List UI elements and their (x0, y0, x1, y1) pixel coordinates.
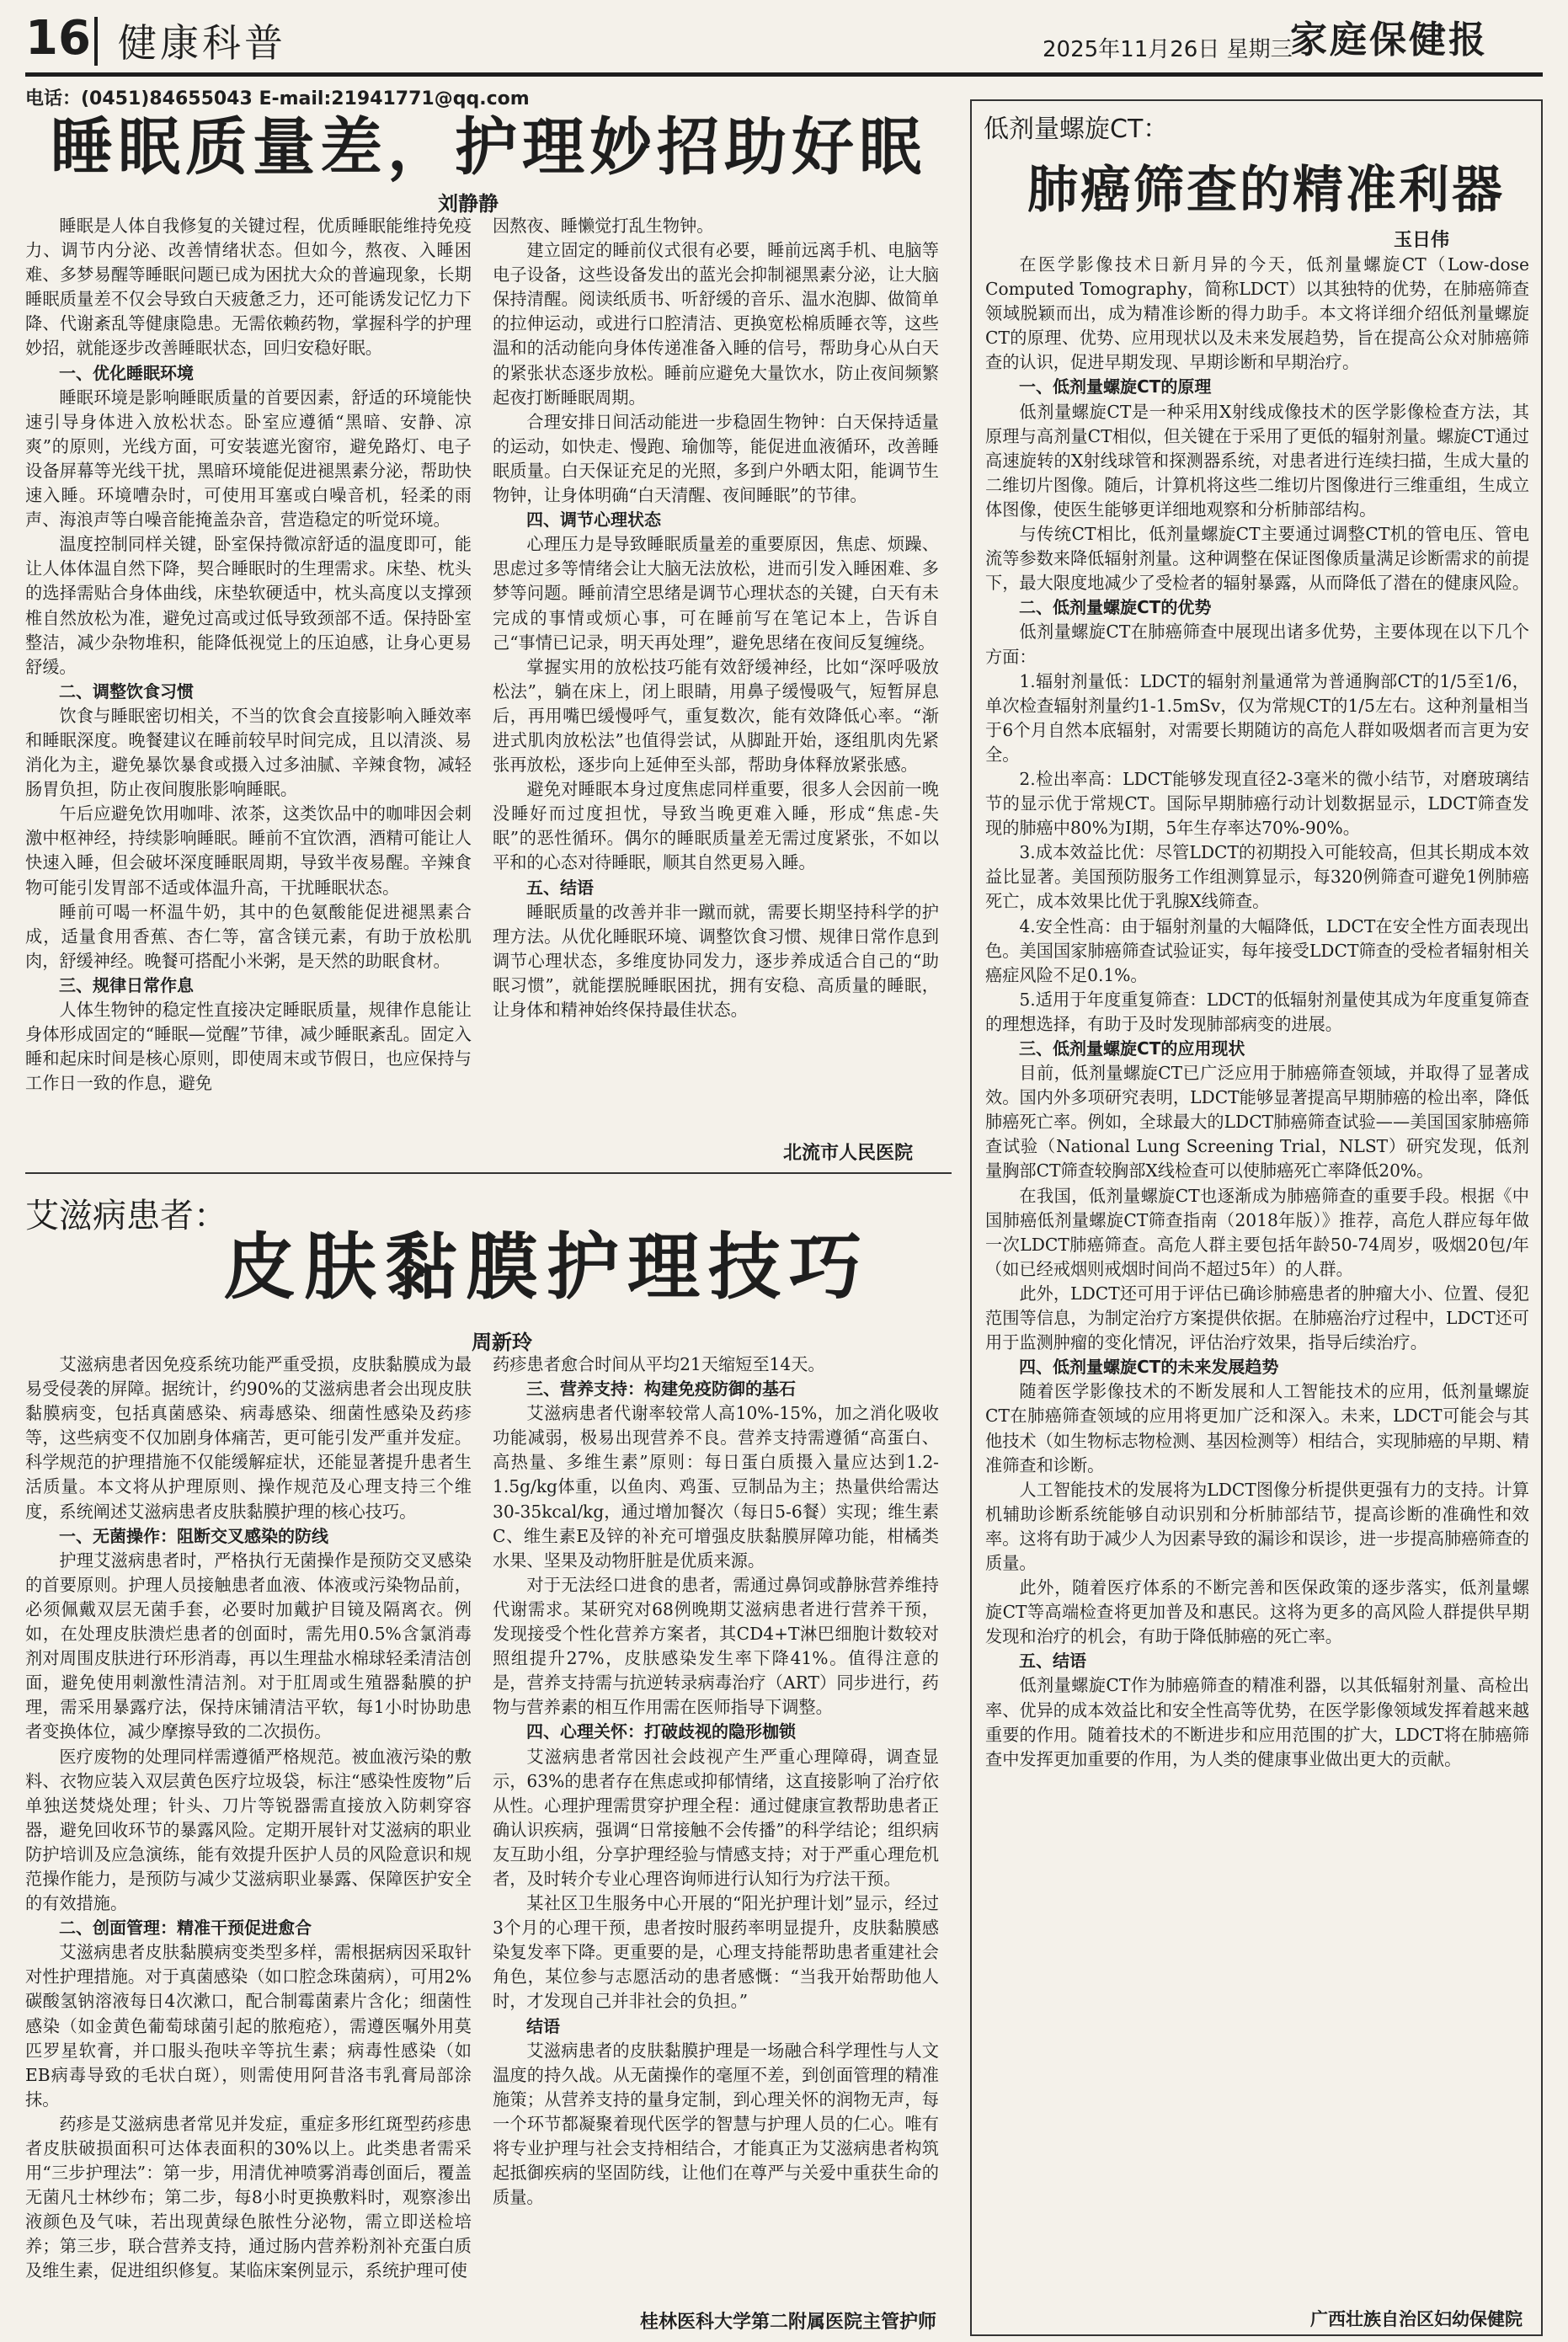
article3-kicker: 低剂量螺旋CT： (984, 115, 1169, 144)
article-separator (25, 1172, 952, 1174)
body-paragraph: 此外，随着医疗体系的不断完善和医保政策的逐步落实，低剂量螺旋CT等高端检查将更加普及和惠民。这将为更多的高风险人群提供早期发现和治疗的机会，有助于降低肺癌的死亡率。 (985, 1577, 1529, 1647)
article1-column-2 (493, 214, 939, 1103)
body-paragraph: 因熬夜、睡懒觉打乱生物钟。 (493, 216, 714, 236)
body-paragraph: 艾滋病患者的皮肤黏膜护理是一场融合科学理性与人文温度的持久战。从无菌操作的毫厘不差，到创面管理的精准施策；从营养支持的量身定制，到心理关怀的润物无声，每一个环节都凝聚着现代医学的智慧与护理人员的仁心。唯有将专业护理与社会支持相结合，才能真正为艾滋病患者构筑起抵御疾病的坚固防线，让他们在尊严与关爱中重获生命的质量。 (493, 2040, 939, 2208)
body-paragraph: 药疹患者愈合时间从平均21天缩短至14天。 (493, 1354, 825, 1374)
header-divider (94, 17, 98, 66)
article3-column (985, 253, 1529, 2307)
body-paragraph: 某社区卫生服务中心开展的“阳光护理计划”显示，经过3个月的心理干预，患者按时服药率明显提升，皮肤黏膜感染复发率下降。更重要的是，心理支持能帮助患者重建社会角色，某位参与志愿活动的患者感慨：“当我开始帮助他人时，才发现自己并非社会的负担。” (493, 1893, 939, 2012)
body-paragraph: 在我国，低剂量螺旋CT也逐渐成为肺癌筛查的重要手段。根据《中国肺癌低剂量螺旋CT筛查指南（2018年版）》推荐，高危人群应每年做一次LDCT肺癌筛查。高危人群主要包括年龄50-74周岁，吸烟20包/年（如已经戒烟则戒烟时间尚不超过5年）的人群。 (985, 1185, 1529, 1279)
section-heading: 一、无菌操作：阻断交叉感染的防线 (59, 1525, 328, 1546)
section-heading: 四、调节心理状态 (526, 509, 661, 531)
body-paragraph: 人工智能技术的发展将为LDCT图像分析提供更强有力的支持。计算机辅助诊断系统能够自动识别和分析肺部结节，提高诊断的准确性和效率。这将有助于减少人为因素导致的漏诊和误诊，进一步提高肺癌筛查的质量。 (985, 1479, 1529, 1573)
body-paragraph: 合理安排日间活动能进一步稳固生物钟：白天保持适量的运动，如快走、慢跑、瑜伽等，能促进血液循环，改善睡眠质量。白天保证充足的光照，多到户外晒太阳，能调节生物钟，让身体明确“白天清醒、夜间睡眠”的节律。 (493, 411, 939, 506)
section-heading: 五、结语 (526, 877, 594, 898)
body-paragraph: 午后应避免饮用咖啡、浓茶，这类饮品中的咖啡因会刺激中枢神经，持续影响睡眠。睡前不宜饮酒，酒精可能让人快速入睡，但会破坏深度睡眠周期，导致半夜易醒。辛辣食物可能引发胃部不适或体温升高，干扰睡眠状态。 (25, 803, 472, 898)
body-paragraph: 与传统CT相比，低剂量螺旋CT主要通过调整CT机的管电压、管电流等参数来降低辐射剂量。这种调整在保证图像质量满足诊断需求的前提下，最大限度地减少了受检者的辐射暴露，从而降低了潜在的健康风险。 (985, 524, 1529, 594)
body-paragraph: 在医学影像技术日新月异的今天，低剂量螺旋CT（Low-dose Computed Tomography，简称LDCT）以其独特的优势，在肺癌筛查领域脱颖而出，成为精准诊断的得力助手。本文将详细介绍低剂量螺旋CT的原理、优势、应用现状以及未来发展趋势，旨在提高公众对肺癌筛查的认识，促进早期发现、早期诊断和早期治疗。 (985, 254, 1529, 373)
section-heading: 一、优化睡眠环境 (59, 362, 194, 383)
body-paragraph: 低剂量螺旋CT是一种采用X射线成像技术的医学影像检查方法，其原理与高剂量CT相似，但关键在于采用了更低的辐射剂量。螺旋CT通过高速旋转的X射线球管和探测器系统，对患者进行连续扫描，生成大量的二维切片图像。随后，计算机将这些二维切片图像进行三维重组，生成立体图像，使医生能够更详细地观察和分析肺部结构。 (985, 401, 1529, 520)
section-heading: 五、结语 (1019, 1651, 1086, 1672)
body-paragraph: 避免对睡眠本身过度焦虑同样重要，很多人会因前一晚没睡好而过度担忧，导致当晚更难入睡，形成“焦虑-失眠”的恶性循环。偶尔的睡眠质量差无需过度紧张，不如以平和的心态对待睡眠，顺其自然更易入睡。 (493, 779, 939, 873)
body-paragraph: 睡前可喝一杯温牛奶，其中的色氨酸能促进褪黑素合成，适量食用香蕉、杏仁等，富含镁元素，有助于放松肌肉，舒缓神经。晚餐可搭配小米粥，是天然的助眠食材。 (25, 901, 472, 971)
section-heading: 二、低剂量螺旋CT的优势 (1019, 597, 1212, 618)
article2-column-2 (493, 1352, 939, 2304)
newspaper-name: 家庭保健报 (1290, 19, 1488, 61)
body-paragraph: 低剂量螺旋CT在肺癌筛查中展现出诸多优势，主要体现在以下几个方面： (985, 622, 1529, 667)
body-paragraph: 随着医学影像技术的不断发展和人工智能技术的应用，低剂量螺旋CT在肺癌筛查领域的应用将更加广泛和深入。未来，LDCT可能会与其他技术（如生物标志物检测、基因检测等）相结合，实现肺癌的早期、精准筛查和诊断。 (985, 1381, 1529, 1475)
body-paragraph: 此外，LDCT还可用于评估已确诊肺癌患者的肿瘤大小、位置、侵犯范围等信息，为制定治疗方案提供依据。在肺癌治疗过程中，LDCT还可用于监测肿瘤的变化情况，评估治疗效果，指导后续治疗。 (985, 1283, 1529, 1353)
article1-author: 刘静静 (438, 192, 499, 216)
body-paragraph: 4.安全性高：由于辐射剂量的大幅降低，LDCT在安全性方面表现出色。美国国家肺癌筛查试验证实，每年接受LDCT筛查的受检者辐射相关癌症风险不足0.1%。 (985, 915, 1529, 985)
article3-title: 肺癌筛查的精准利器 (1027, 161, 1505, 220)
contact-line: 电话：(0451)84655043 E-mail:21941771@qq.com (25, 88, 530, 109)
body-paragraph: 对于无法经口进食的患者，需通过鼻饲或静脉营养维持代谢需求。某研究对68例晚期艾滋病患者进行营养干预，发现接受个性化营养方案者，其CD4+T淋巴细胞计数较对照组提升27%，皮肤感染发生率下降41%。值得注意的是，营养支持需与抗逆转录病毒治疗（ART）同步进行，药物与营养素的相互作用需在医师指导下调整。 (493, 1574, 939, 1718)
body-paragraph: 睡眠是人体自我修复的关键过程，优质睡眠能维持免疫力、调节内分泌、改善情绪状态。但如今，熬夜、入睡困难、多梦易醒等睡眠问题已成为困扰大众的普遍现象，长期睡眠质量差不仅会导致白天疲惫乏力，还可能诱发记忆力下降、代谢紊乱等健康隐患。无需依赖药物，掌握科学的护理妙招，就能逐步改善睡眠状态，回归安稳好眠。 (25, 216, 472, 359)
body-paragraph: 人体生物钟的稳定性直接决定睡眠质量，规律作息能让身体形成固定的“睡眠—觉醒”节律，减少睡眠紊乱。固定入睡和起床时间是核心原则，即使周末或节假日，也应保持与工作日一致的作息，避免 (25, 1000, 472, 1094)
body-paragraph: 医疗废物的处理同样需遵循严格规范。被血液污染的敷料、衣物应装入双层黄色医疗垃圾袋，标注“感染性废物”后单独送焚烧处理；针头、刀片等锐器需直接放入防刺穿容器，避免回收环节的暴露风险。定期开展针对艾滋病的职业防护培训及应急演练，能有效提升医护人员的风险意识和规范操作能力，是预防与减少艾滋病职业暴露、保障医护安全的有效措施。 (25, 1746, 472, 1914)
body-paragraph: 3.成本效益比优：尽管LDCT的初期投入可能较高，但其长期成本效益比显著。美国预防服务工作组测算显示，每320例筛查可避免1例肺癌死亡，成本效果比优于乳腺X线筛查。 (985, 842, 1529, 912)
section-heading: 结语 (526, 2015, 560, 2036)
body-paragraph: 2.检出率高：LDCT能够发现直径2-3毫米的微小结节，对磨玻璃结节的显示优于常规CT。国际早期肺癌行动计划数据显示，LDCT筛查发现的肺癌中80%为Ⅰ期，5年生存率达70%-90%。 (985, 768, 1529, 839)
body-paragraph: 建立固定的睡前仪式很有必要，睡前远离手机、电脑等电子设备，这些设备发出的蓝光会抑制褪黑素分泌，让大脑保持清醒。阅读纸质书、听舒缓的音乐、温水泡脚、做简单的拉伸运动，或进行口腔清洁、更换宽松棉质睡衣等，这些温和的活动能向身体传递准备入睡的信号，帮助身心从白天的紧张状态逐步放松。睡前应避免大量饮水，防止夜间频繁起夜打断睡眠周期。 (493, 240, 939, 408)
article2-column-1 (25, 1352, 472, 2329)
body-paragraph: 艾滋病患者因免疫系统功能严重受损，皮肤黏膜成为最易受侵袭的屏障。据统计，约90%的艾滋病患者会出现皮肤黏膜病变，包括真菌感染、病毒感染、细菌性感染及药疹等，这些病变不仅加剧身体痛苦，更可能引发严重并发症。科学规范的护理措施不仅能缓解症状，还能显著提升患者生活质量。本文将从护理原则、操作规范及心理支持三个维度，系统阐述艾滋病患者皮肤黏膜护理的核心技巧。 (25, 1354, 472, 1522)
body-paragraph: 1.辐射剂量低：LDCT的辐射剂量通常为普通胸部CT的1/5至1/6，单次检查辐射剂量约1-1.5mSv，仅为常规CT的1/5左右。这种剂量相当于6个月自然本底辐射，对需要长期随访的高危人群如吸烟者而言更为安全。 (985, 670, 1529, 765)
article1-byline: 北流市人民医院 (783, 1143, 914, 1164)
body-paragraph: 温度控制同样关键，卧室保持微凉舒适的温度即可，能让人体体温自然下降，契合睡眠时的生理需求。床垫、枕头的选择需贴合身体曲线，床垫软硬适中，枕头高度以支撑颈椎自然放松为准，避免过高或过低导致颈部不适。保持卧室整洁，减少杂物堆积，能降低视觉上的压迫感，让身心更易舒缓。 (25, 534, 472, 677)
header-rule (25, 72, 1543, 77)
article3-byline: 广西壮族自治区妇幼保健院 (1310, 2309, 1523, 2329)
issue-date: 2025年11月26日 星期三 (1043, 37, 1293, 62)
article1-title: 睡眠质量差，护理妙招助好眠 (51, 111, 926, 184)
body-paragraph: 掌握实用的放松技巧能有效舒缓神经，比如“深呼吸放松法”，躺在床上，闭上眼睛，用鼻子缓慢吸气，短暂屏息后，再用嘴巴缓慢呼气，重复数次，能有效降低心率。“渐进式肌肉放松法”也值得尝试，从脚趾开始，逐组肌肉先紧张再放松，逐步向上延伸至头部，帮助身体释放紧张感。 (493, 656, 939, 776)
body-paragraph: 药疹是艾滋病患者常见并发症，重症多形红斑型药疹患者皮肤破损面积可达体表面积的30%以上。此类患者需采用“三步护理法”：第一步，用清优神喷雾消毒创面后，覆盖无菌凡士林纱布；第二步，每8小时更换敷料时，观察渗出液颜色及气味，若出现黄绿色脓性分泌物，需立即送检培养；第三步，联合营养支持，通过肠内营养粉剂补充蛋白质及维生素，促进组织修复。某临床案例显示，系统护理可使 (25, 2113, 472, 2281)
body-paragraph: 心理压力是导致睡眠质量差的重要原因，焦虑、烦躁、思虑过多等情绪会让大脑无法放松，进而引发入睡困难、多梦等问题。睡前清空思绪是调节心理状态的关键，白天有未完成的事情或烦心事，可在睡前写在笔记本上，告诉自己“事情已记录，明天再处理”，避免思绪在夜间反复缠绕。 (493, 534, 939, 653)
body-paragraph: 目前，低剂量螺旋CT已广泛应用于肺癌筛查领域，并取得了显著成效。国内外多项研究表明，LDCT能够显著提高早期肺癌的检出率，降低肺癌死亡率。例如，全球最大的LDCT肺癌筛查试验——美国国家肺癌筛查试验（National Lung Screening Trial，NLST）研究发现，低剂量胸部CT筛查较胸部X线检查可以使肺癌死亡率降低20%。 (985, 1063, 1529, 1182)
section-heading: 二、创面管理：精准干预促进愈合 (59, 1918, 312, 1939)
body-paragraph: 饮食与睡眠密切相关，不当的饮食会直接影响入睡效率和睡眠深度。晚餐建议在睡前较早时间完成，且以清淡、易消化为主，避免暴饮暴食或摄入过多油腻、辛辣食物，减轻肠胃负担，防止夜间腹胀影响睡眠。 (25, 705, 472, 800)
page-number: 16 (25, 11, 91, 66)
section-heading: 一、低剂量螺旋CT的原理 (1019, 376, 1212, 397)
section-title: 健康科普 (118, 20, 286, 66)
body-paragraph: 睡眠质量的改善并非一蹴而就，需要长期坚持科学的护理方法。从优化睡眠环境、调整饮食习惯、规律日常作息到调节心理状态，多维度协同发力，逐步养成适合自己的“助眠习惯”，就能摆脱睡眠困扰，拥有安稳、高质量的睡眠，让身体和精神始终保持最佳状态。 (493, 901, 939, 1020)
body-paragraph: 低剂量螺旋CT作为肺癌筛查的精准利器，以其低辐射剂量、高检出率、优异的成本效益比和安全性高等优势，在医学影像领域发挥着越来越重要的作用。随着技术的不断进步和应用范围的扩大，LDCT将在肺癌筛查中发挥更加重要的作用，为人类的健康事业做出更大的贡献。 (985, 1675, 1529, 1769)
body-paragraph: 艾滋病患者代谢率较常人高10%-15%，加之消化吸收功能减弱，极易出现营养不良。营养支持需遵循“高蛋白、高热量、多维生素”原则：每日蛋白质摄入量应达到1.2-1.5g/kg体重，以鱼肉、鸡蛋、豆制品为主；热量供给需达30-35kcal/kg，通过增加餐次（每日5-6餐）实现；维生素C、维生素E及锌的补充可增强皮肤黏膜屏障功能，柑橘类水果、坚果及动物肝脏是优质来源。 (493, 1403, 939, 1571)
article3-author: 玉日伟 (1394, 230, 1450, 251)
body-paragraph: 艾滋病患者皮肤黏膜病变类型多样，需根据病因采取针对性护理措施。对于真菌感染（如口腔念珠菌病），可用2%碳酸氢钠溶液每日4次漱口，配合制霉菌素片含化；细菌性感染（如金黄色葡萄球菌引起的脓疱疮），需遵医嘱外用莫匹罗星软膏，并口服头孢呋辛等抗生素；病毒性感染（如EB病毒导致的毛状白斑），则需使用阿昔洛韦乳膏局部涂抹。 (25, 1942, 472, 2110)
body-paragraph: 艾滋病患者常因社会歧视产生严重心理障碍，调查显示，63%的患者存在焦虑或抑郁情绪，这直接影响了治疗依从性。心理护理需贯穿护理全程：通过健康宣教帮助患者正确认识疾病，强调“日常接触不会传播”的科学结论；组织病友互助小组，分享护理经验与情感支持；对于严重心理危机者，及时转介专业心理咨询师进行认知行为疗法干预。 (493, 1746, 939, 1889)
article2-author: 周新玲 (472, 1331, 532, 1354)
body-paragraph: 5.适用于年度重复筛查：LDCT的低辐射剂量使其成为年度重复筛查的理想选择，有助于及时发现肺部病变的进展。 (985, 989, 1529, 1034)
section-heading: 四、心理关怀：打破歧视的隐形枷锁 (526, 1721, 796, 1742)
section-heading: 三、低剂量螺旋CT的应用现状 (1019, 1038, 1245, 1059)
body-paragraph: 护理艾滋病患者时，严格执行无菌操作是预防交叉感染的首要原则。护理人员接触患者血液、体液或污染物品前，必须佩戴双层无菌手套，必要时加戴护目镜及隔离衣。例如，在处理皮肤溃烂患者的创面时，需先用0.5%含氯消毒剂对周围皮肤进行环形消毒，再以生理盐水棉球轻柔清洁创面，避免使用刺激性清洁剂。对于肛周或生殖器黏膜的护理，需采用暴露疗法，保持床铺清洁平软，每1小时协助患者变换体位，减少摩擦导致的二次损伤。 (25, 1550, 472, 1742)
section-heading: 二、调整饮食习惯 (59, 680, 194, 702)
article2-byline: 桂林医科大学第二附属医院主管护师 (640, 2312, 937, 2333)
article1-column-1 (25, 214, 472, 1160)
body-paragraph: 睡眠环境是影响睡眠质量的首要因素，舒适的环境能快速引导身体进入放松状态。卧室应遵循“黑暗、安静、凉爽”的原则，光线方面，可安装遮光窗帘，避免路灯、电子设备屏幕等光线干扰，黑暗环境能促进褪黑素分泌，帮助快速入睡。环境嘈杂时，可使用耳塞或白噪音机，轻柔的雨声、海浪声等白噪音能掩盖杂音，营造稳定的听觉环境。 (25, 387, 472, 531)
section-heading: 三、营养支持：构建免疫防御的基石 (526, 1379, 796, 1400)
article2-title: 皮肤黏膜护理技巧 (223, 1224, 870, 1310)
section-heading: 四、低剂量螺旋CT的未来发展趋势 (1019, 1357, 1279, 1378)
section-heading: 三、规律日常作息 (59, 974, 194, 995)
article2-kicker: 艾滋病患者： (25, 1197, 227, 1235)
